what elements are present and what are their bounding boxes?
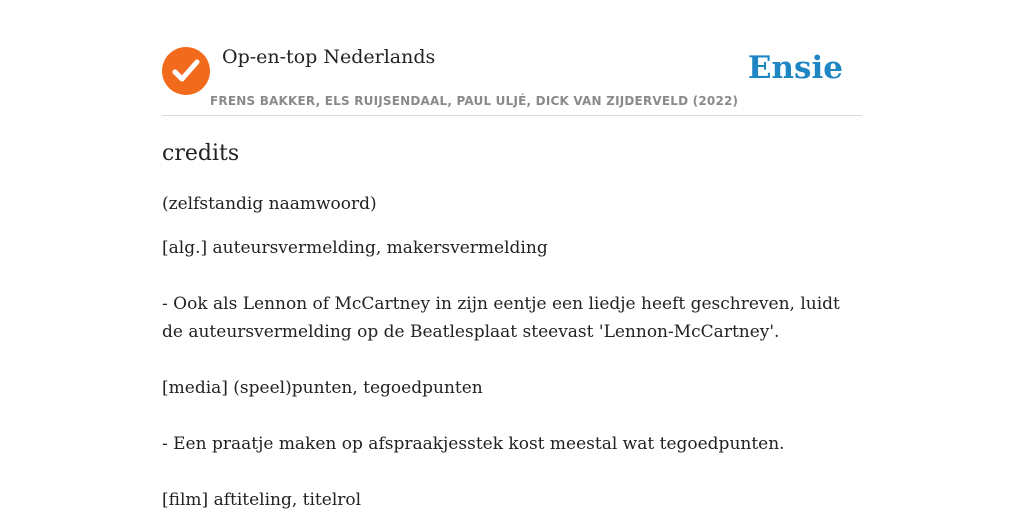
checkmark-icon: [162, 47, 210, 95]
source-title[interactable]: Op-en-top Nederlands: [222, 46, 436, 68]
definition-line: [film] aftiteling, titelrol: [162, 490, 362, 510]
example-line: - Een praatje maken op afspraakjesstek kost meestal wat tegoedpunten.: [162, 434, 785, 454]
part-of-speech: (zelfstandig naamwoord): [162, 194, 377, 214]
entry-header: [162, 0, 862, 116]
definition-line: [alg.] auteursvermelding, makersvermelding: [162, 238, 548, 258]
example-line: - Ook als Lennon of McCartney in zijn eentje een liedje heeft geschreven, luidt de auteursvermelding op de Beatlesplaat steevast 'Lennon-McCartney'.: [162, 294, 840, 342]
entry-term: credits: [162, 141, 240, 166]
source-authors: FRENS BAKKER, ELS RUIJSENDAAL, PAUL ULJÉ, DICK VAN ZIJDERVELD (2022): [210, 94, 739, 108]
ensie-logo[interactable]: Ensie: [747, 50, 843, 86]
entry-content: [162, 138, 862, 512]
definition-line: [media] (speel)punten, tegoedpunten: [162, 378, 483, 398]
source-badge: [162, 47, 210, 95]
